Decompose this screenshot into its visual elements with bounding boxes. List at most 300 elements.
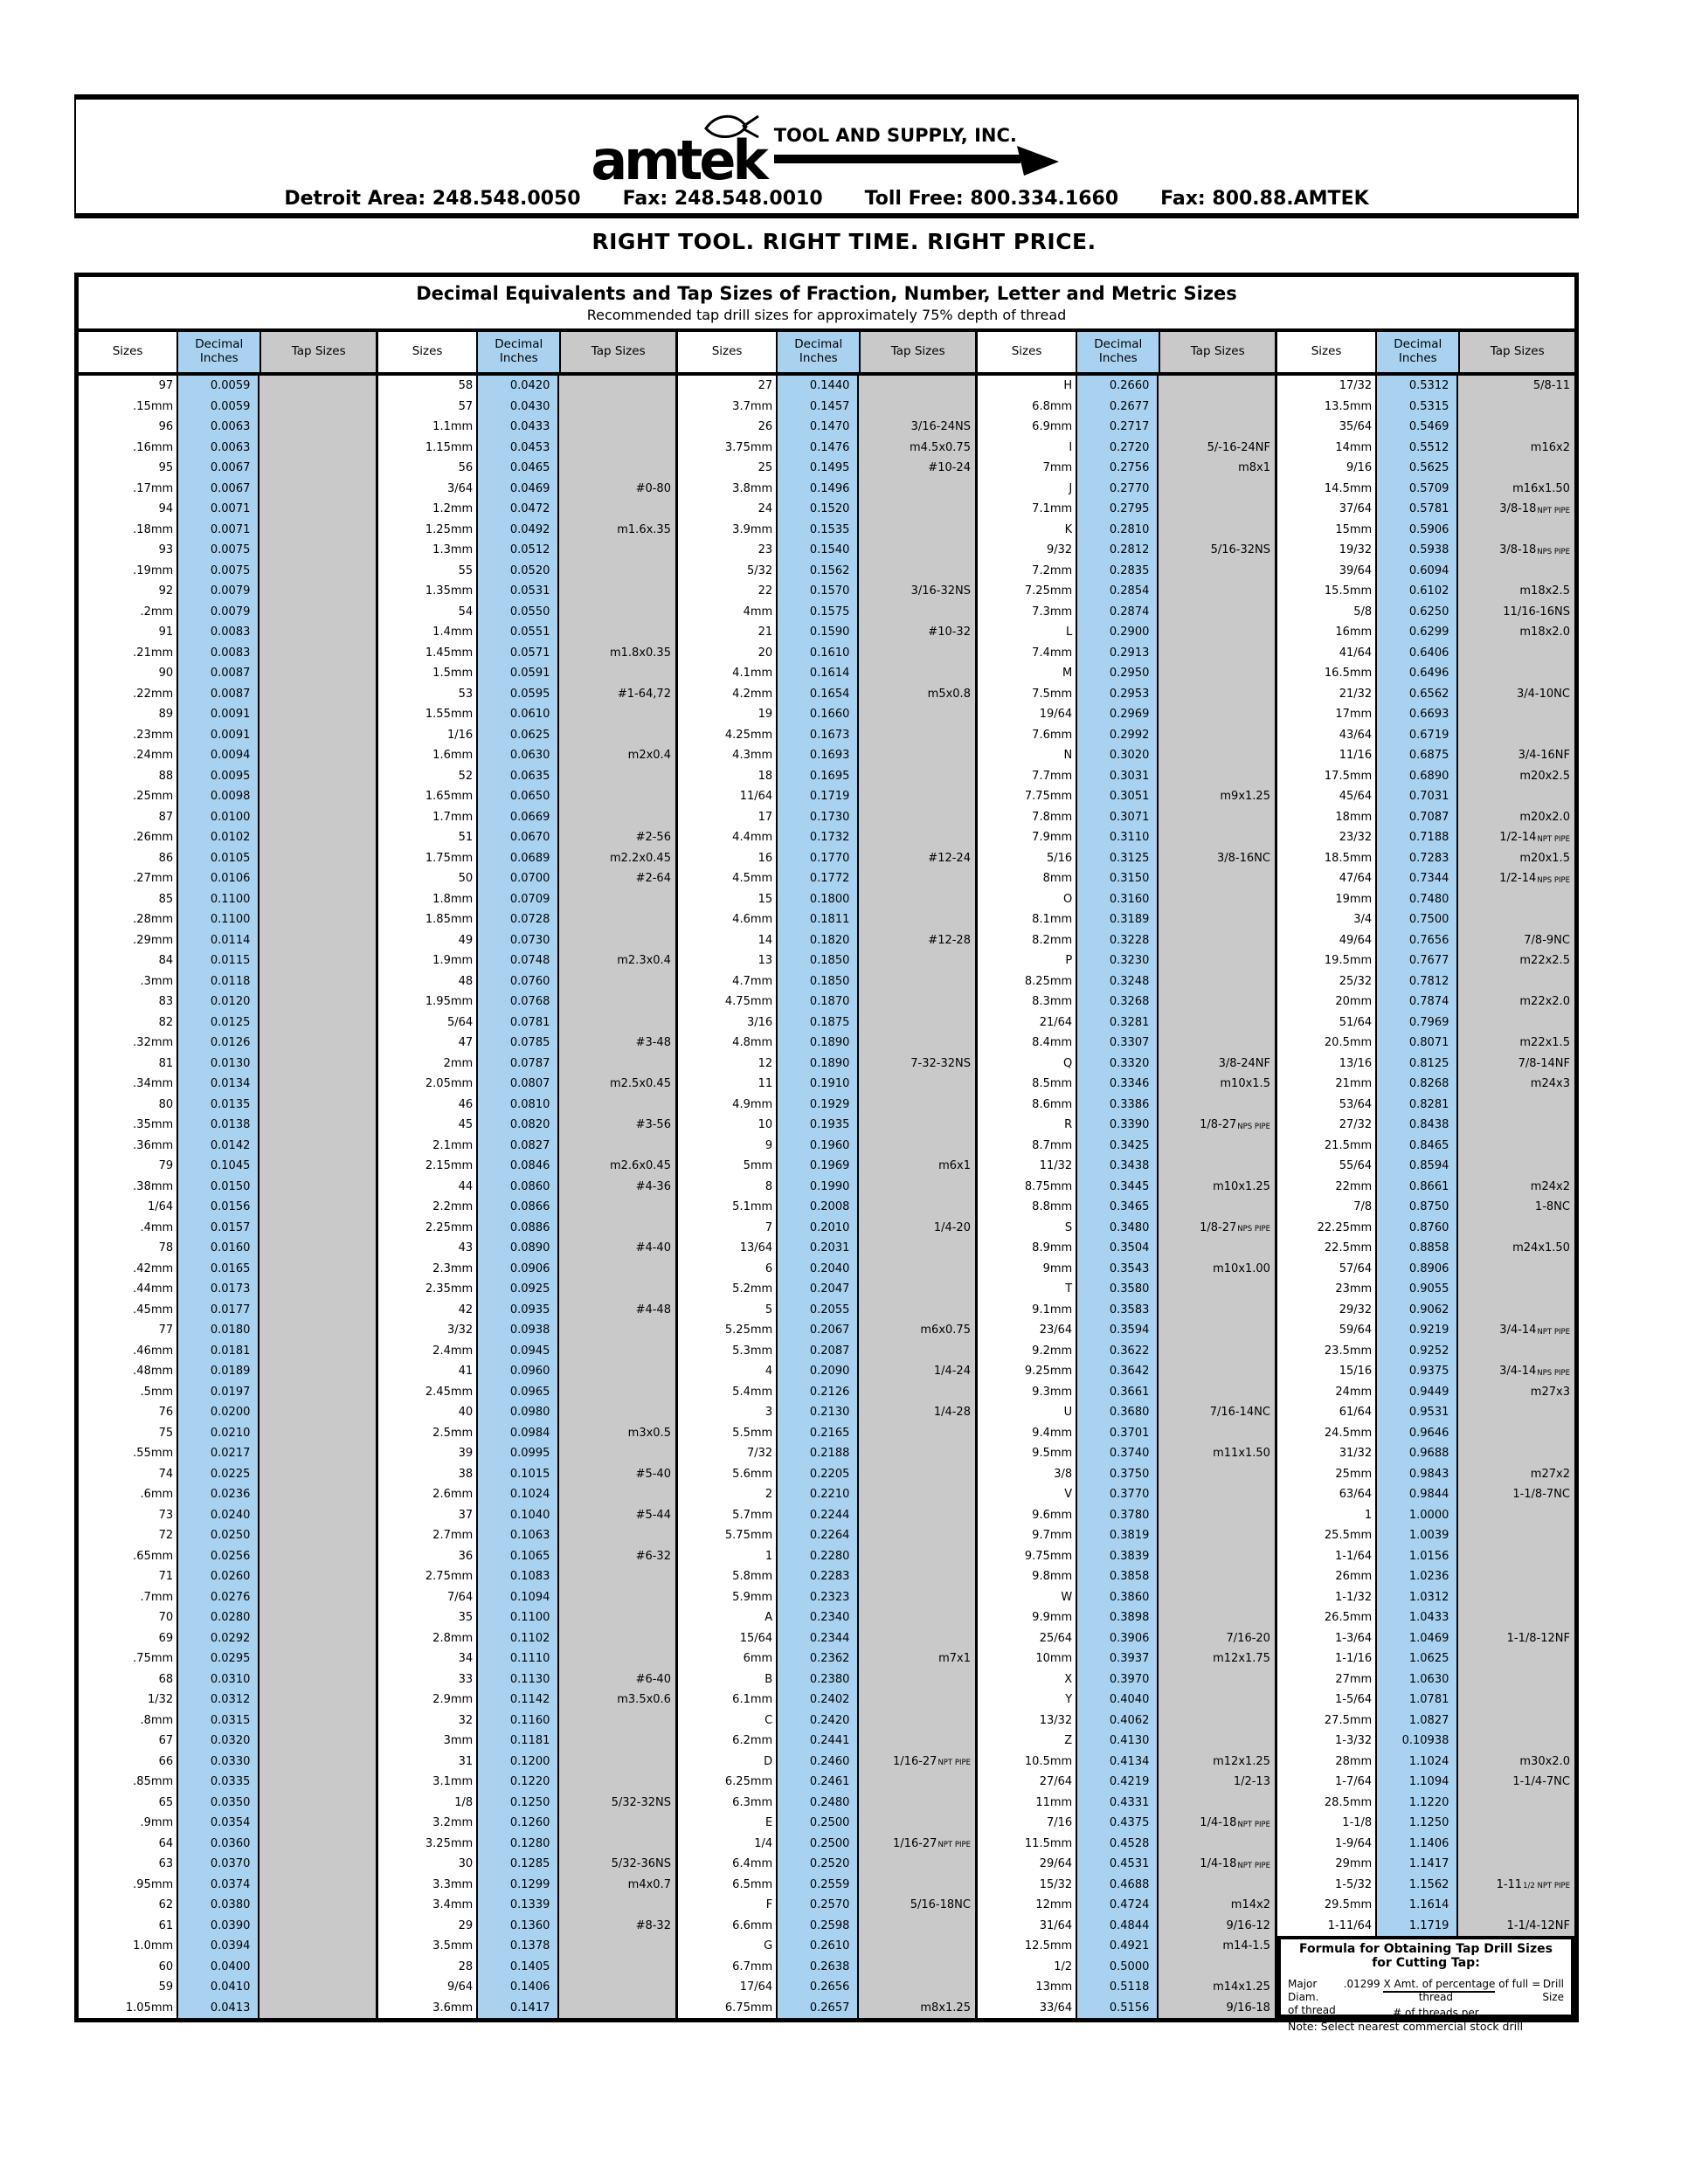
table-row: [79, 1197, 376, 1218]
size-cell: 22.25mm: [1277, 1218, 1375, 1239]
size-cell: F: [678, 1895, 776, 1916]
decimal-inches-cell: 0.2812: [1076, 540, 1159, 561]
tap-size-cell: [1458, 1587, 1574, 1608]
size-cell: 5/32: [678, 561, 776, 582]
size-cell: 9.25mm: [978, 1361, 1076, 1382]
table-row: [79, 1628, 376, 1649]
table-row: [678, 1218, 975, 1239]
size-cell: 9: [678, 1136, 776, 1157]
tap-size-cell: [1159, 561, 1275, 582]
decimal-inches-cell: 0.1990: [776, 1177, 859, 1198]
tap-size-cell: m1.8x0.35: [559, 643, 675, 664]
tap-size-cell: [259, 766, 376, 787]
size-cell: C: [678, 1711, 776, 1731]
tap-size-cell: [559, 1402, 675, 1423]
tap-size-cell: [559, 725, 675, 746]
tap-size-cell: [259, 1505, 376, 1526]
decimal-inches-cell: 0.9531: [1375, 1402, 1458, 1423]
size-cell: 12mm: [978, 1895, 1076, 1916]
table-row: [1277, 971, 1574, 992]
tap-size-cell: 5/32-36NS: [559, 1854, 675, 1875]
table-row: [678, 581, 975, 602]
table-row: [79, 745, 376, 766]
table-row: [678, 1320, 975, 1341]
size-cell: 5.1mm: [678, 1197, 776, 1218]
tap-size-cell: [259, 1875, 376, 1896]
size-cell: 14.5mm: [1277, 479, 1375, 500]
table-row: [678, 417, 975, 438]
table-row: [678, 1587, 975, 1608]
tap-size-cell: [859, 376, 975, 397]
table-group-body: [1277, 376, 1574, 1936]
table-row: [978, 520, 1275, 541]
size-cell: 8.2mm: [978, 930, 1076, 951]
tap-size-cell: [859, 520, 975, 541]
decimal-inches-cell: 1.1094: [1375, 1772, 1458, 1793]
tap-size-cell: [259, 1033, 376, 1054]
size-cell: 13/64: [678, 1238, 776, 1259]
size-cell: 49/64: [1277, 930, 1375, 951]
tap-size-cell: m16x2: [1458, 438, 1574, 459]
table-row: [978, 1525, 1275, 1546]
tap-size-cell: 1-11 1/2 NPT PIPE: [1458, 1875, 1574, 1896]
size-cell: 13/32: [978, 1711, 1076, 1731]
tap-size-cell: [859, 1669, 975, 1690]
tap-size-cell: [259, 725, 376, 746]
decimal-inches-cell: 0.2953: [1076, 684, 1159, 705]
decimal-inches-cell: 0.0781: [476, 1013, 559, 1033]
size-cell: G: [678, 1936, 776, 1957]
size-cell: 2.6mm: [378, 1484, 476, 1505]
tap-size-cell: [1458, 1834, 1574, 1855]
tap-size-cell: [559, 1648, 675, 1669]
table-row: [678, 1177, 975, 1198]
phone-fax-2: Fax: 800.88.AMTEK: [1160, 188, 1369, 210]
size-cell: 87: [79, 807, 176, 828]
tap-size-cell: [559, 1834, 675, 1855]
decimal-inches-cell: 0.3580: [1076, 1279, 1159, 1300]
tap-size-cell: [1159, 827, 1275, 848]
formula-drill: Drill: [1542, 1978, 1564, 1990]
size-cell: 3.7mm: [678, 397, 776, 418]
size-cell: 6.9mm: [978, 417, 1076, 438]
size-cell: 96: [79, 417, 176, 438]
decimal-inches-cell: 0.0200: [176, 1402, 259, 1423]
size-cell: 88: [79, 766, 176, 787]
tap-size-cell: [1458, 1711, 1574, 1731]
size-cell: 26.5mm: [1277, 1607, 1375, 1628]
decimal-inches-cell: 0.1360: [476, 1916, 559, 1937]
size-cell: .3mm: [79, 971, 176, 992]
tap-size-cell: [259, 1546, 376, 1567]
tap-size-cell: [559, 1361, 675, 1382]
tap-size-cell: [259, 909, 376, 930]
decimal-inches-cell: 0.2460: [776, 1752, 859, 1773]
size-cell: 72: [79, 1525, 176, 1546]
table-row: [1277, 1546, 1574, 1567]
decimal-inches-cell: 0.0610: [476, 704, 559, 725]
tap-size-cell: 1-1/4-12NF: [1458, 1916, 1574, 1937]
tap-size-cell: [859, 602, 975, 623]
tap-size-cell: #6-40: [559, 1669, 675, 1690]
size-cell: 27mm: [1277, 1669, 1375, 1690]
size-cell: 4.5mm: [678, 868, 776, 889]
decimal-inches-cell: 0.3642: [1076, 1361, 1159, 1382]
table-row: [978, 1916, 1275, 1937]
size-cell: 43: [378, 1238, 476, 1259]
size-cell: .65mm: [79, 1546, 176, 1567]
table-row: [678, 1875, 975, 1896]
table-row: [79, 1402, 376, 1423]
size-cell: .28mm: [79, 909, 176, 930]
decimal-inches-cell: 0.8750: [1375, 1197, 1458, 1218]
tap-size-cell: [1458, 458, 1574, 479]
size-cell: 4.9mm: [678, 1095, 776, 1116]
decimal-inches-cell: 0.3780: [1076, 1505, 1159, 1526]
table-row: [79, 1998, 376, 2019]
decimal-inches-cell: 0.4130: [1076, 1731, 1159, 1752]
decimal-inches-cell: 0.0689: [476, 848, 559, 869]
table-row: [978, 1690, 1275, 1711]
tap-size-cell: [259, 520, 376, 541]
decimal-inches-cell: 0.9375: [1375, 1361, 1458, 1382]
size-cell: .32mm: [79, 1033, 176, 1054]
size-cell: D: [678, 1752, 776, 1773]
tap-size-cell: 1/2-13: [1159, 1772, 1275, 1793]
size-cell: 94: [79, 499, 176, 520]
table-row: [678, 1300, 975, 1321]
tap-size-cell: [859, 1423, 975, 1444]
table-row: [978, 1197, 1275, 1218]
size-cell: 46: [378, 1095, 476, 1116]
table-row: [978, 602, 1275, 623]
table-row: [378, 745, 675, 766]
table-row: [1277, 827, 1574, 848]
decimal-inches-cell: 0.4062: [1076, 1711, 1159, 1731]
decimal-inches-cell: 0.1850: [776, 950, 859, 971]
table-row: [378, 704, 675, 725]
tap-size-cell: [1458, 1793, 1574, 1814]
decimal-inches-cell: 0.5315: [1375, 397, 1458, 418]
tap-size-cell: [1159, 1505, 1275, 1526]
size-cell: 7.3mm: [978, 602, 1076, 623]
size-cell: 33: [378, 1669, 476, 1690]
decimal-inches-cell: 0.2461: [776, 1772, 859, 1793]
table-row: [378, 1875, 675, 1896]
size-cell: 39/64: [1277, 561, 1375, 582]
decimal-inches-cell: 0.5156: [1076, 1998, 1159, 2019]
decimal-inches-cell: 0.1496: [776, 479, 859, 500]
table-subtitle: Recommended tap drill sizes for approximately 75% depth of thread: [586, 307, 1067, 323]
decimal-inches-cell: 0.2874: [1076, 602, 1159, 623]
decimal-inches-cell: 0.1024: [476, 1484, 559, 1505]
size-cell: 65: [79, 1793, 176, 1814]
decimal-inches-cell: 0.0906: [476, 1259, 559, 1280]
table-row: [378, 1566, 675, 1587]
table-row: [978, 766, 1275, 787]
decimal-inches-cell: 0.6890: [1375, 766, 1458, 787]
table-row: [79, 1690, 376, 1711]
sizes-column-header: Sizes: [1311, 344, 1342, 359]
tap-size-cell: [259, 1464, 376, 1485]
decimal-inches-cell: 0.1110: [476, 1648, 559, 1669]
table-row: [678, 889, 975, 910]
decimal-inches-cell: 0.3438: [1076, 1156, 1159, 1177]
fish-icon: [701, 109, 762, 144]
decimal-inches-cell: 0.3504: [1076, 1238, 1159, 1259]
decimal-inches-cell: 0.2900: [1076, 622, 1159, 643]
size-cell: .27mm: [79, 868, 176, 889]
table-row: [1277, 1875, 1574, 1896]
table-row: [378, 1361, 675, 1382]
table-group-body: [378, 376, 675, 2018]
table-row: [978, 643, 1275, 664]
decimal-inches-cell: 0.1100: [176, 889, 259, 910]
tap-size-cell: [1458, 1607, 1574, 1628]
decimal-inches-cell: 0.9646: [1375, 1423, 1458, 1444]
tap-size-cell: [259, 1382, 376, 1403]
table-row: [1277, 786, 1574, 807]
table-row: [1277, 1054, 1574, 1075]
table-group-body: [79, 376, 376, 2018]
table-row: [978, 397, 1275, 418]
decimal-inches-cell: 0.0189: [176, 1361, 259, 1382]
tap-size-cell: [259, 704, 376, 725]
decimal-inches-cell: 0.7812: [1375, 971, 1458, 992]
size-cell: 18.5mm: [1277, 848, 1375, 869]
size-cell: X: [978, 1669, 1076, 1690]
table-row: [978, 1566, 1275, 1587]
tap-sizes-column-header: Tap Sizes: [1159, 332, 1275, 372]
size-cell: .23mm: [79, 725, 176, 746]
tap-size-cell: [559, 1998, 675, 2019]
tap-size-cell: 1/2-14 NPT PIPE: [1458, 827, 1574, 848]
table-row: [1277, 1156, 1574, 1177]
decimal-inches-cell: 0.0360: [176, 1834, 259, 1855]
size-cell: 1.9mm: [378, 950, 476, 971]
table-row: [1277, 1628, 1574, 1649]
decimal-inches-cell: 0.8661: [1375, 1177, 1458, 1198]
decimal-inches-cell: 0.1730: [776, 807, 859, 828]
table-row: [79, 1977, 376, 1998]
formula-numerator: [1342, 1978, 1531, 2004]
decimal-inches-cell: 0.1910: [776, 1074, 859, 1095]
table-row: [79, 376, 376, 397]
table-row: [378, 1957, 675, 1978]
table-row: [79, 1095, 376, 1116]
decimal-inches-cell: 0.1065: [476, 1546, 559, 1567]
table-row: [978, 1443, 1275, 1464]
table-row: [378, 1238, 675, 1259]
size-cell: 44: [378, 1177, 476, 1198]
size-cell: 17/32: [1277, 376, 1375, 397]
decimal-inches-cell: 0.0094: [176, 745, 259, 766]
decimal-inches-cell: 0.6693: [1375, 704, 1458, 725]
decimal-inches-cell: 0.5469: [1375, 417, 1458, 438]
decimal-inches-cell: 0.0210: [176, 1423, 259, 1444]
size-cell: 37/64: [1277, 499, 1375, 520]
table-row: [1277, 1607, 1574, 1628]
tap-size-cell: [259, 1525, 376, 1546]
table-row: [1277, 1238, 1574, 1259]
table-row: [978, 1341, 1275, 1362]
tap-size-cell: [259, 1854, 376, 1875]
size-cell: .42mm: [79, 1259, 176, 1280]
table-row: [978, 1711, 1275, 1731]
tap-size-cell: [1159, 397, 1275, 418]
decimal-inches-cell: 1.0156: [1375, 1546, 1458, 1567]
size-cell: .75mm: [79, 1648, 176, 1669]
size-cell: 19: [678, 704, 776, 725]
decimal-inches-cell: 0.0087: [176, 663, 259, 684]
decimal-inches-cell: 0.6250: [1375, 602, 1458, 623]
table-row: [1277, 1218, 1574, 1239]
tap-size-cell: [259, 1074, 376, 1095]
size-cell: 4: [678, 1361, 776, 1382]
tap-size-cell: [259, 1177, 376, 1198]
decimal-inches-cell: 1.0827: [1375, 1711, 1458, 1731]
tap-size-cell: [859, 807, 975, 828]
decimal-inches-cell: 0.0925: [476, 1279, 559, 1300]
tap-size-cell: [859, 1484, 975, 1505]
decimal-inches-cell: 0.1770: [776, 848, 859, 869]
size-cell: 32: [378, 1711, 476, 1731]
tap-size-cell: m30x2.0: [1458, 1752, 1574, 1773]
size-cell: 11.5mm: [978, 1834, 1076, 1855]
decimal-inches-cell: 0.0330: [176, 1752, 259, 1773]
tap-size-cell: [859, 1197, 975, 1218]
tap-size-cell: 5/16-18NC: [859, 1895, 975, 1916]
size-cell: 81: [79, 1054, 176, 1075]
tap-size-cell: [1159, 1382, 1275, 1403]
size-cell: B: [678, 1669, 776, 1690]
tap-size-cell: [259, 1957, 376, 1978]
table-row: [978, 684, 1275, 705]
decimal-inches-cell: 0.1610: [776, 643, 859, 664]
decimal-inches-cell: 0.0350: [176, 1793, 259, 1814]
tap-size-cell: #8-32: [559, 1916, 675, 1937]
tap-size-cell: [859, 1772, 975, 1793]
tap-size-cell: [259, 417, 376, 438]
tap-size-cell: [259, 1320, 376, 1341]
table-row: [378, 1916, 675, 1937]
table-row: [678, 540, 975, 561]
decimal-inches-cell: 0.1495: [776, 458, 859, 479]
tap-size-cell: [259, 1916, 376, 1937]
decimal-inches-cell: 0.0413: [176, 1998, 259, 2019]
decimal-inches-cell: 0.2047: [776, 1279, 859, 1300]
table-row: [1277, 1197, 1574, 1218]
size-cell: 1.95mm: [378, 992, 476, 1013]
table-row: [978, 1238, 1275, 1259]
decimal-inches-cell: 0.6102: [1375, 581, 1458, 602]
size-cell: 25/32: [1277, 971, 1375, 992]
tap-size-cell: [1458, 1566, 1574, 1587]
size-cell: 25mm: [1277, 1464, 1375, 1485]
tap-size-small-suffix: NPS PIPE: [1537, 1368, 1570, 1378]
tap-size-cell: 9/16-18: [1159, 1998, 1275, 2019]
table-row: [79, 725, 376, 746]
tap-size-cell: [259, 376, 376, 397]
tap-size-cell: [859, 1443, 975, 1464]
tap-size-cell: m4x0.7: [559, 1875, 675, 1896]
tap-size-cell: [259, 540, 376, 561]
tap-size-cell: m27x2: [1458, 1464, 1574, 1485]
tap-size-cell: [259, 1484, 376, 1505]
decimal-inches-cell: 0.1160: [476, 1711, 559, 1731]
decimal-inches-cell: 0.4134: [1076, 1752, 1159, 1773]
size-cell: 1/64: [79, 1197, 176, 1218]
table-row: [978, 889, 1275, 910]
size-cell: 55: [378, 561, 476, 582]
table-row: [79, 1177, 376, 1198]
tap-size-cell: m10x1.5: [1159, 1074, 1275, 1095]
size-cell: 3/32: [378, 1320, 476, 1341]
size-cell: 15/64: [678, 1628, 776, 1649]
table-row: [678, 1566, 975, 1587]
tap-size-cell: m18x2.0: [1458, 622, 1574, 643]
size-cell: V: [978, 1484, 1076, 1505]
size-cell: 23mm: [1277, 1279, 1375, 1300]
tap-size-cell: [559, 930, 675, 951]
decimal-inches-cell: 0.7677: [1375, 950, 1458, 971]
tap-size-cell: m18x2.5: [1458, 581, 1574, 602]
size-cell: 1.5mm: [378, 663, 476, 684]
tap-size-cell: m22x1.5: [1458, 1033, 1574, 1054]
size-cell: 42: [378, 1300, 476, 1321]
tap-size-cell: [259, 1669, 376, 1690]
tap-size-cell: [1458, 1279, 1574, 1300]
table-row: [978, 1793, 1275, 1814]
decimal-inches-cell: 0.0670: [476, 827, 559, 848]
table-row: [378, 397, 675, 418]
table-row: [678, 1895, 975, 1916]
table-row: [1277, 458, 1574, 479]
decimal-inches-cell: 0.2770: [1076, 479, 1159, 500]
table-row: [378, 622, 675, 643]
decimal-inches-column-header: Decimal Inches: [776, 332, 859, 372]
tap-size-cell: [259, 1752, 376, 1773]
size-cell: 57: [378, 397, 476, 418]
table-row: [79, 971, 376, 992]
table-row: [378, 889, 675, 910]
decimal-inches-cell: 0.1457: [776, 397, 859, 418]
table-row: [79, 1013, 376, 1033]
tap-size-cell: m5x0.8: [859, 684, 975, 705]
table-row: [378, 1669, 675, 1690]
tap-size-cell: m20x2.0: [1458, 807, 1574, 828]
table-row: [978, 622, 1275, 643]
size-cell: .8mm: [79, 1711, 176, 1731]
decimal-inches-cell: 0.3071: [1076, 807, 1159, 828]
tap-size-cell: [259, 1566, 376, 1587]
tap-size-cell: [1458, 1731, 1574, 1752]
tap-size-cell: [1159, 1566, 1275, 1587]
size-cell: 57/64: [1277, 1259, 1375, 1280]
tap-size-cell: [559, 1095, 675, 1116]
size-cell: .4mm: [79, 1218, 176, 1239]
tap-size-cell: [1159, 909, 1275, 930]
table-row: [79, 889, 376, 910]
table-row: [978, 1505, 1275, 1526]
decimal-inches-cell: 0.2598: [776, 1916, 859, 1937]
size-cell: 76: [79, 1402, 176, 1423]
decimal-inches-cell: 0.3680: [1076, 1402, 1159, 1423]
decimal-inches-cell: 0.3248: [1076, 971, 1159, 992]
decimal-inches-cell: 0.1285: [476, 1854, 559, 1875]
tap-size-cell: [1458, 663, 1574, 684]
table-row: [378, 1402, 675, 1423]
